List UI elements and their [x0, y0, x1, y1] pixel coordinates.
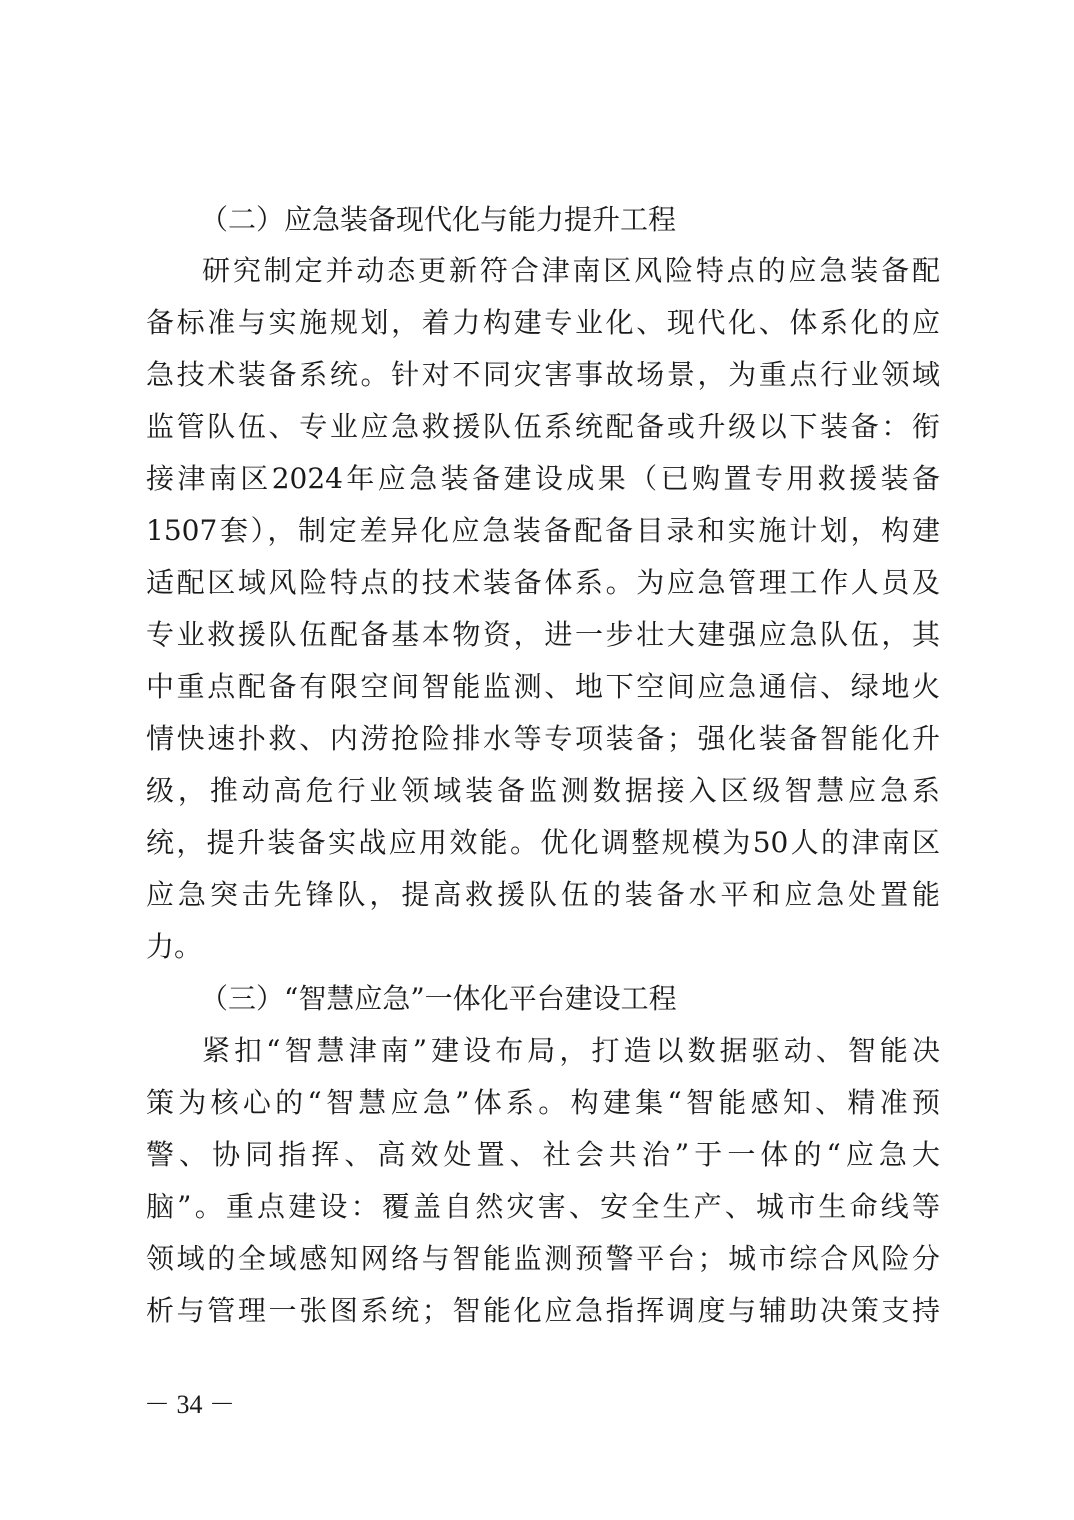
paragraph-line: 应急突击先锋队，提高救援队伍的装备水平和应急处置能	[146, 878, 940, 911]
paragraph-line: 备标准与实施规划，着力构建专业化、现代化、体系化的应	[146, 306, 940, 339]
paragraph-line: 急技术装备系统。针对不同灾害事故场景，为重点行业领域	[146, 358, 940, 391]
paragraph-line: 策为核心的“智慧应急”体系。构建集“智能感知、精准预	[146, 1086, 940, 1119]
paragraph-line: 脑”。重点建设：覆盖自然灾害、安全生产、城市生命线等	[146, 1190, 940, 1223]
paragraph-line: 析与管理一张图系统；智能化应急指挥调度与辅助决策支持	[146, 1294, 940, 1327]
paragraph-line: 领域的全域感知网络与智能监测预警平台；城市综合风险分	[146, 1242, 940, 1275]
paragraph-line: 适配区域风险特点的技术装备体系。为应急管理工作人员及	[146, 566, 940, 599]
page-number: － 34 －	[144, 1390, 236, 1419]
paragraph-line: 中重点配备有限空间智能监测、地下空间应急通信、绿地火	[146, 670, 940, 703]
paragraph-line: 级，推动高危行业领域装备监测数据接入区级智慧应急系	[146, 774, 940, 807]
paragraph-line: 统，提升装备实战应用效能。优化调整规模为50人的津南区	[146, 826, 940, 859]
paragraph-line: 监管队伍、专业应急救援队伍系统配备或升级以下装备：衔	[146, 410, 940, 443]
section-heading-smart-platform: （三）“智慧应急”一体化平台建设工程	[200, 982, 677, 1015]
paragraph-line: 紧扣“智慧津南”建设布局，打造以数据驱动、智能决	[202, 1034, 940, 1067]
paragraph-line: 专业救援队伍配备基本物资，进一步壮大建强应急队伍，其	[146, 618, 940, 651]
paragraph-line: 情快速扑救、内涝抢险排水等专项装备；强化装备智能化升	[146, 722, 940, 755]
section-heading-equipment: （二）应急装备现代化与能力提升工程	[200, 203, 677, 236]
paragraph-line: 接津南区2024年应急装备建设成果（已购置专用救援装备	[146, 462, 940, 495]
paragraph-line: 研究制定并动态更新符合津南区风险特点的应急装备配	[202, 254, 940, 287]
paragraph-line: 警、协同指挥、高效处置、社会共治”于一体的“应急大	[146, 1138, 940, 1171]
paragraph-line: 力。	[146, 930, 203, 963]
paragraph-line: 1507套），制定差异化应急装备配备目录和实施计划，构建	[146, 514, 940, 547]
